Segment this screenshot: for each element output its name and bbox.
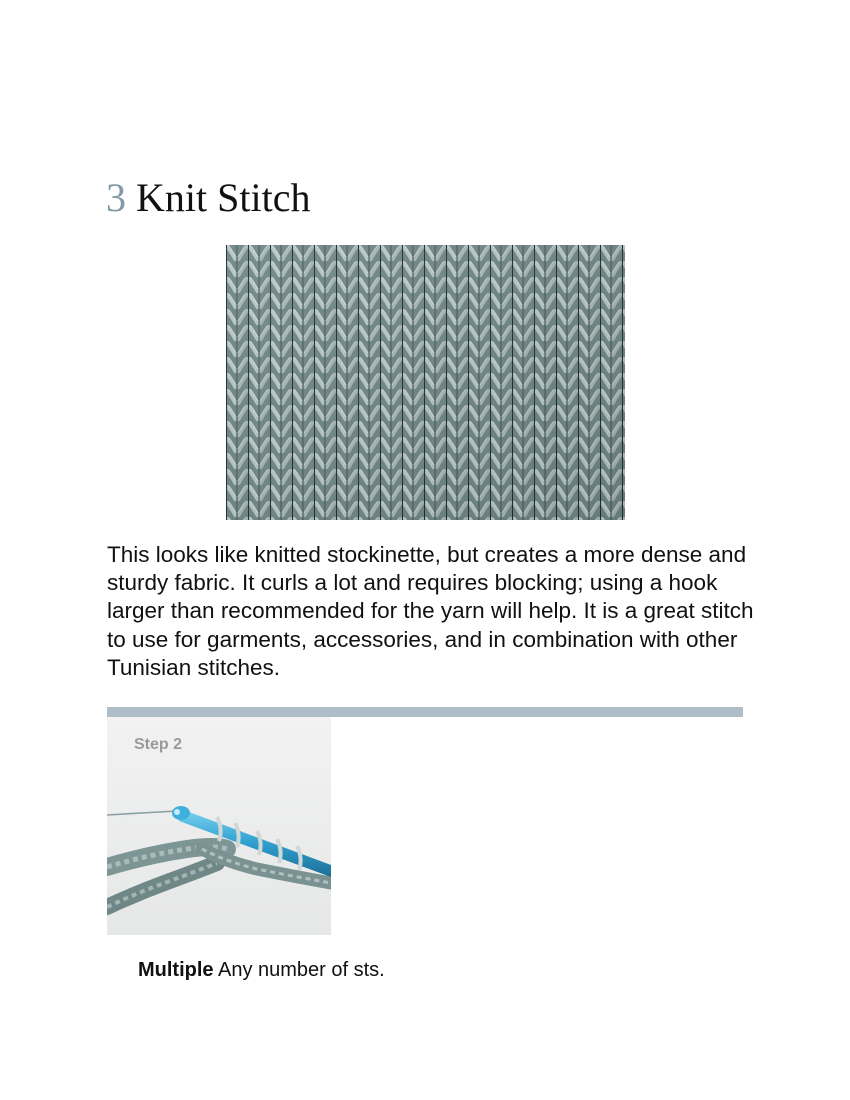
step-label: Step 2 — [134, 736, 183, 753]
section-number: 3 — [106, 175, 126, 220]
multiple-value: Any number of sts. — [218, 959, 385, 981]
page-title — [106, 174, 310, 222]
section-divider — [107, 707, 743, 717]
crochet-hook-photo — [107, 717, 331, 935]
knit-swatch-photo — [226, 245, 625, 520]
stitch-multiple — [138, 956, 385, 984]
stitch-description: This looks like knitted stockinette, but creates a more dense and sturdy fabric. It curls a lot and requires blocking; using a hook larger than recommended for the yarn will help. It is a great stitch to use for garments, accessories, and in combination with other Tunisian stitches. — [107, 542, 754, 680]
section-title: Knit Stitch — [136, 175, 311, 220]
multiple-label: Multiple — [138, 959, 214, 981]
